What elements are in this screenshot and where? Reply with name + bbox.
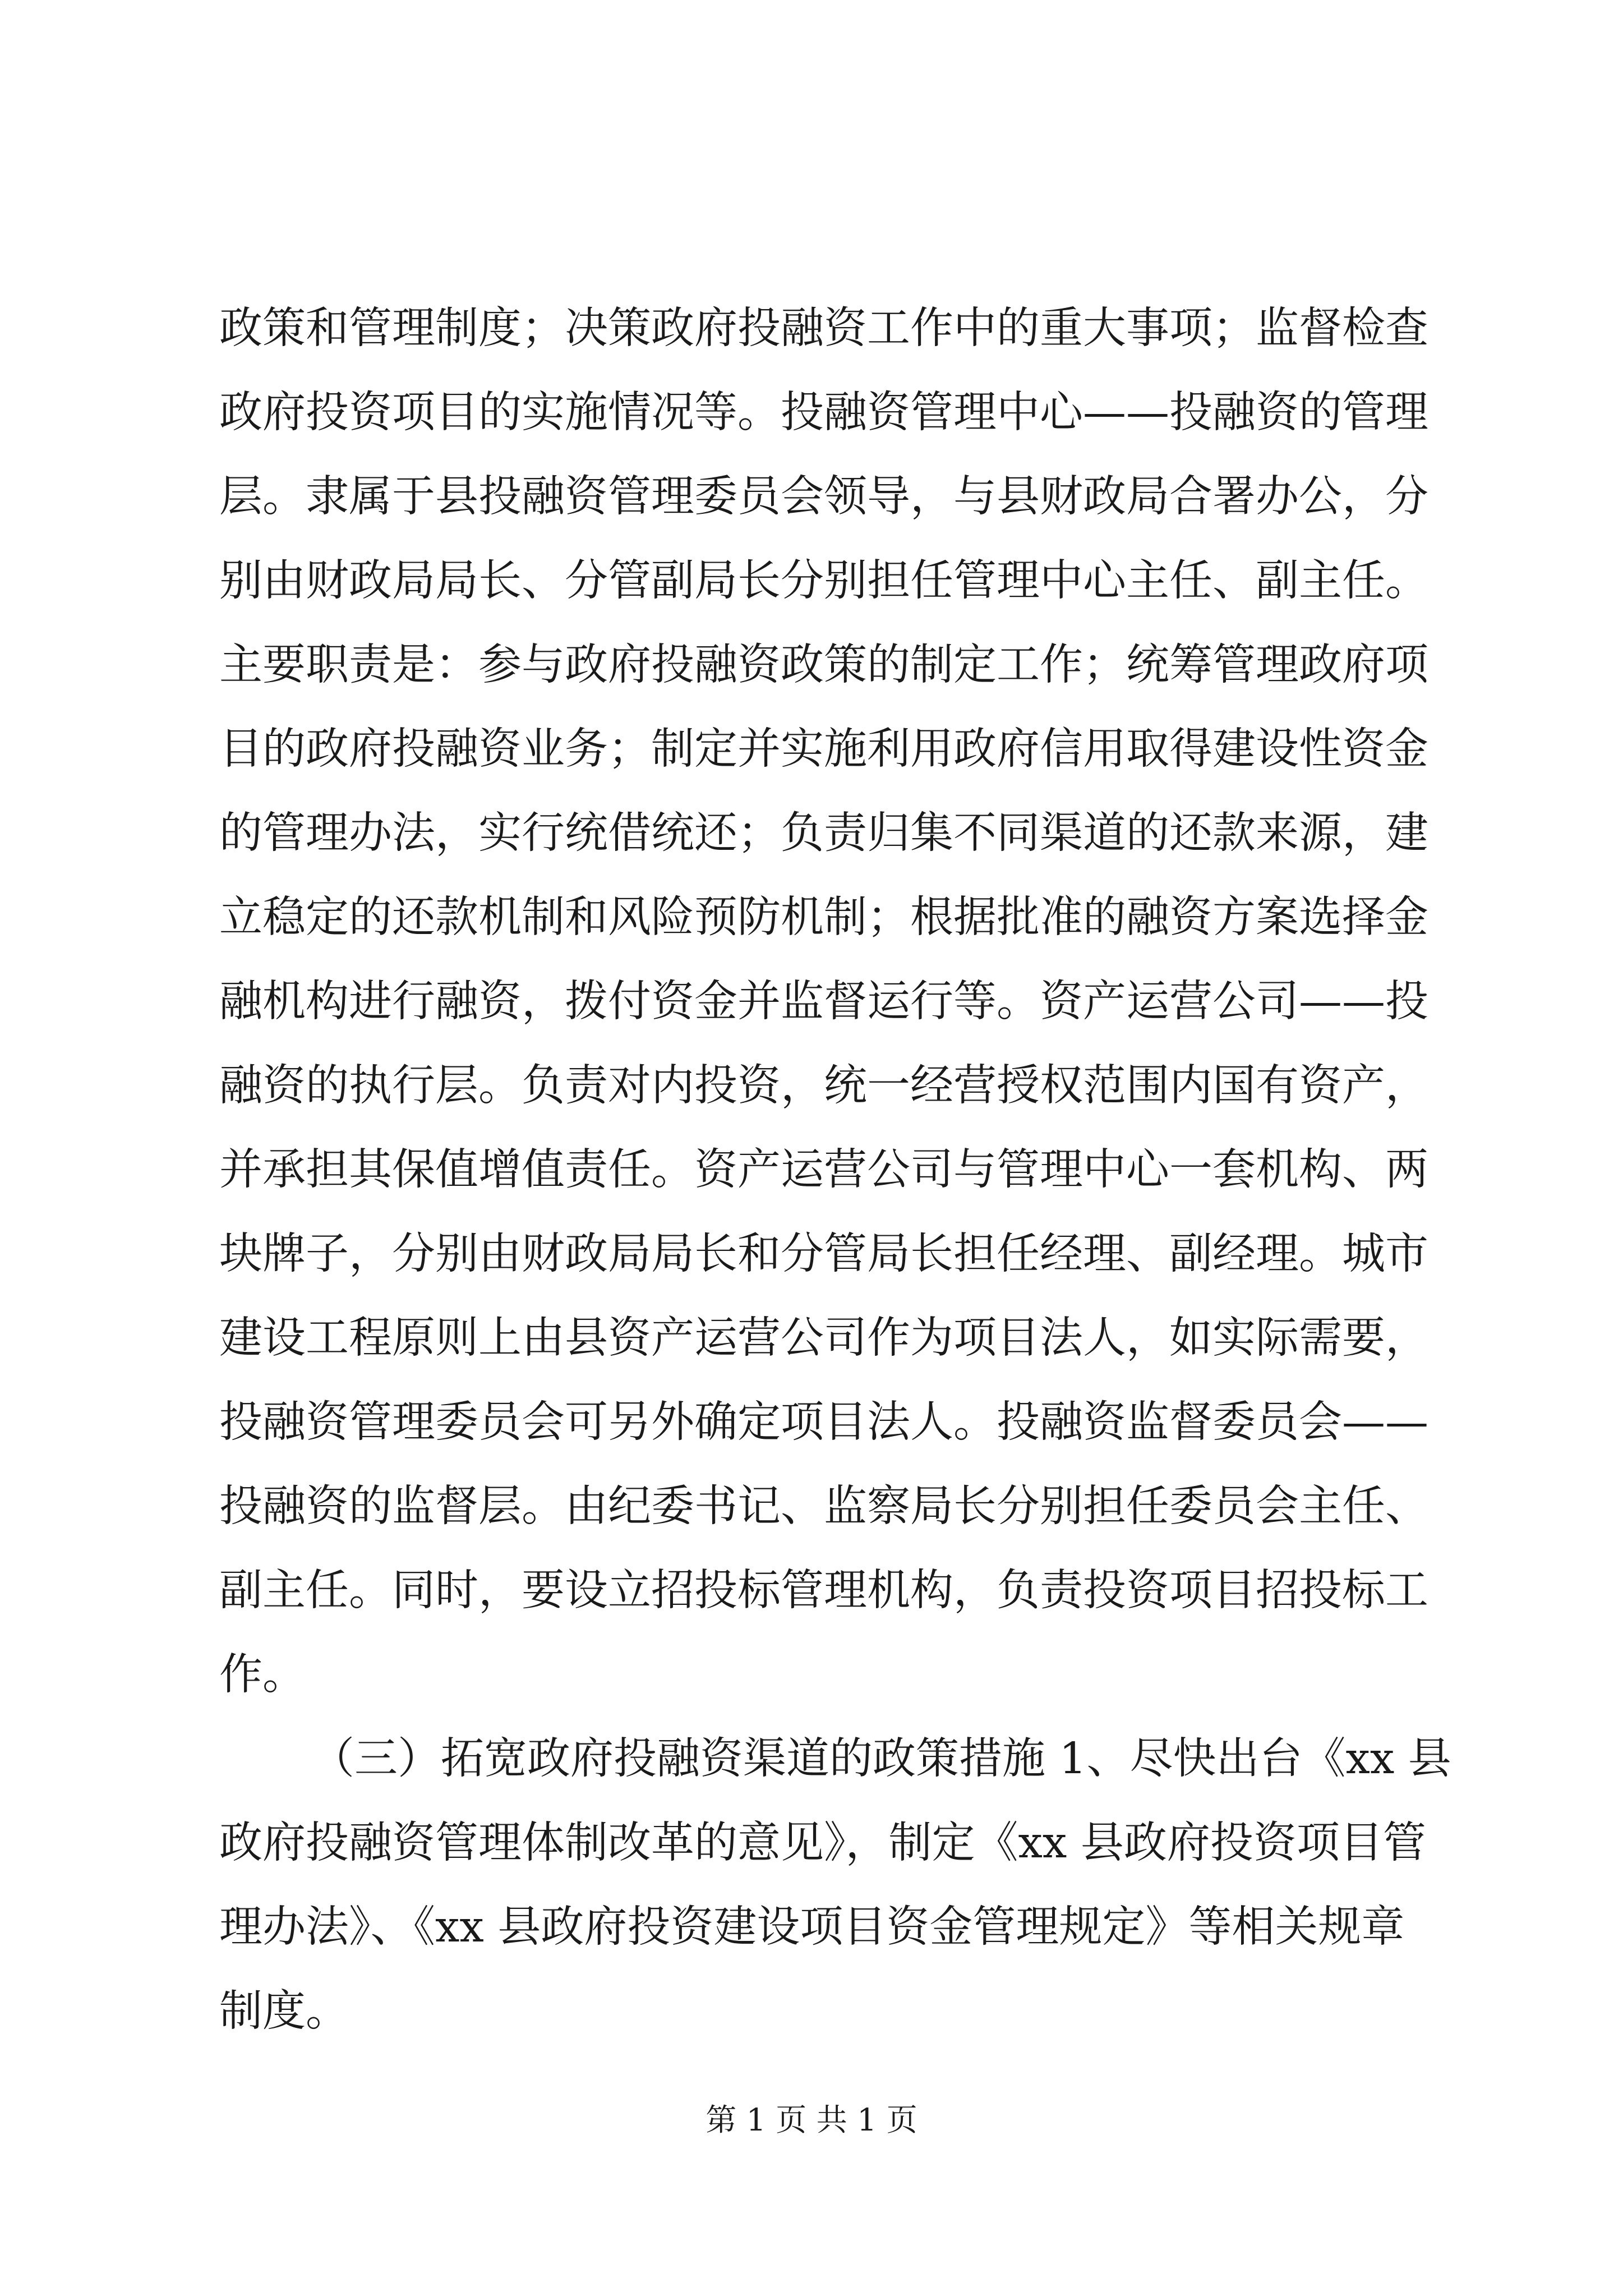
paragraph-1-line-16: 副主任。同时，要设立招投标管理机构，负责投资项目招投标工 [219, 1566, 1428, 1616]
paragraph-2-line-2: 政府投融资管理体制改革的意见》，制定《xx 县政府投资项目管 [219, 1818, 1426, 1868]
paragraph-1-line-12: 块牌子，分别由财政局局长和分管局长担任经理、副经理。城市 [219, 1229, 1428, 1279]
paragraph-1-line-10: 融资的执行层。负责对内投资，统一经营授权范围内国有资产， [219, 1061, 1428, 1111]
paragraph-1-line-13: 建设工程原则上由县资产运营公司作为项目法人，如实际需要， [219, 1313, 1428, 1363]
paragraph-2-line-4: 制度。 [219, 1986, 349, 2036]
paragraph-1-line-3: 层。隶属于县投融资管理委员会领导，与县财政局合署办公，分 [219, 472, 1428, 522]
paragraph-1-line-14: 投融资管理委员会可另外确定项目法人。投融资监督委员会—— [219, 1397, 1428, 1447]
paragraph-1-line-5: 主要职责是：参与政府投融资政策的制定工作；统筹管理政府项 [219, 640, 1428, 690]
paragraph-1-line-8: 立稳定的还款机制和风险预防机制；根据批准的融资方案选择金 [219, 892, 1428, 942]
paragraph-2-line-3: 理办法》、《xx 县政府投资建设项目资金管理规定》等相关规章 [219, 1902, 1405, 1952]
paragraph-1-line-4: 别由财政局局长、分管副局长分别担任管理中心主任、副主任。 [219, 556, 1428, 606]
paragraph-1-line-1: 政策和管理制度；决策政府投融资工作中的重大事项；监督检查 [219, 303, 1428, 353]
paragraph-1-line-17: 作。 [219, 1650, 306, 1700]
paragraph-1-line-15: 投融资的监督层。由纪委书记、监察局长分别担任委员会主任、 [219, 1481, 1428, 1531]
paragraph-1-line-6: 目的政府投融资业务；制定并实施利用政府信用取得建设性资金 [219, 724, 1428, 774]
paragraph-2-line-1: （三）拓宽政府投融资渠道的政策措施 1、尽快出台《xx 县 [311, 1734, 1451, 1784]
paragraph-1-line-11: 并承担其保值增值责任。资产运营公司与管理中心一套机构、两 [219, 1145, 1428, 1195]
page-footer: 第 1 页 共 1 页 [706, 2102, 917, 2138]
paragraph-1-line-9: 融机构进行融资，拨付资金并监督运行等。资产运营公司——投 [219, 977, 1428, 1027]
paragraph-1-line-7: 的管理办法，实行统借统还；负责归集不同渠道的还款来源，建 [219, 808, 1428, 858]
paragraph-1-line-2: 政府投资项目的实施情况等。投融资管理中心——投融资的管理 [219, 388, 1428, 438]
